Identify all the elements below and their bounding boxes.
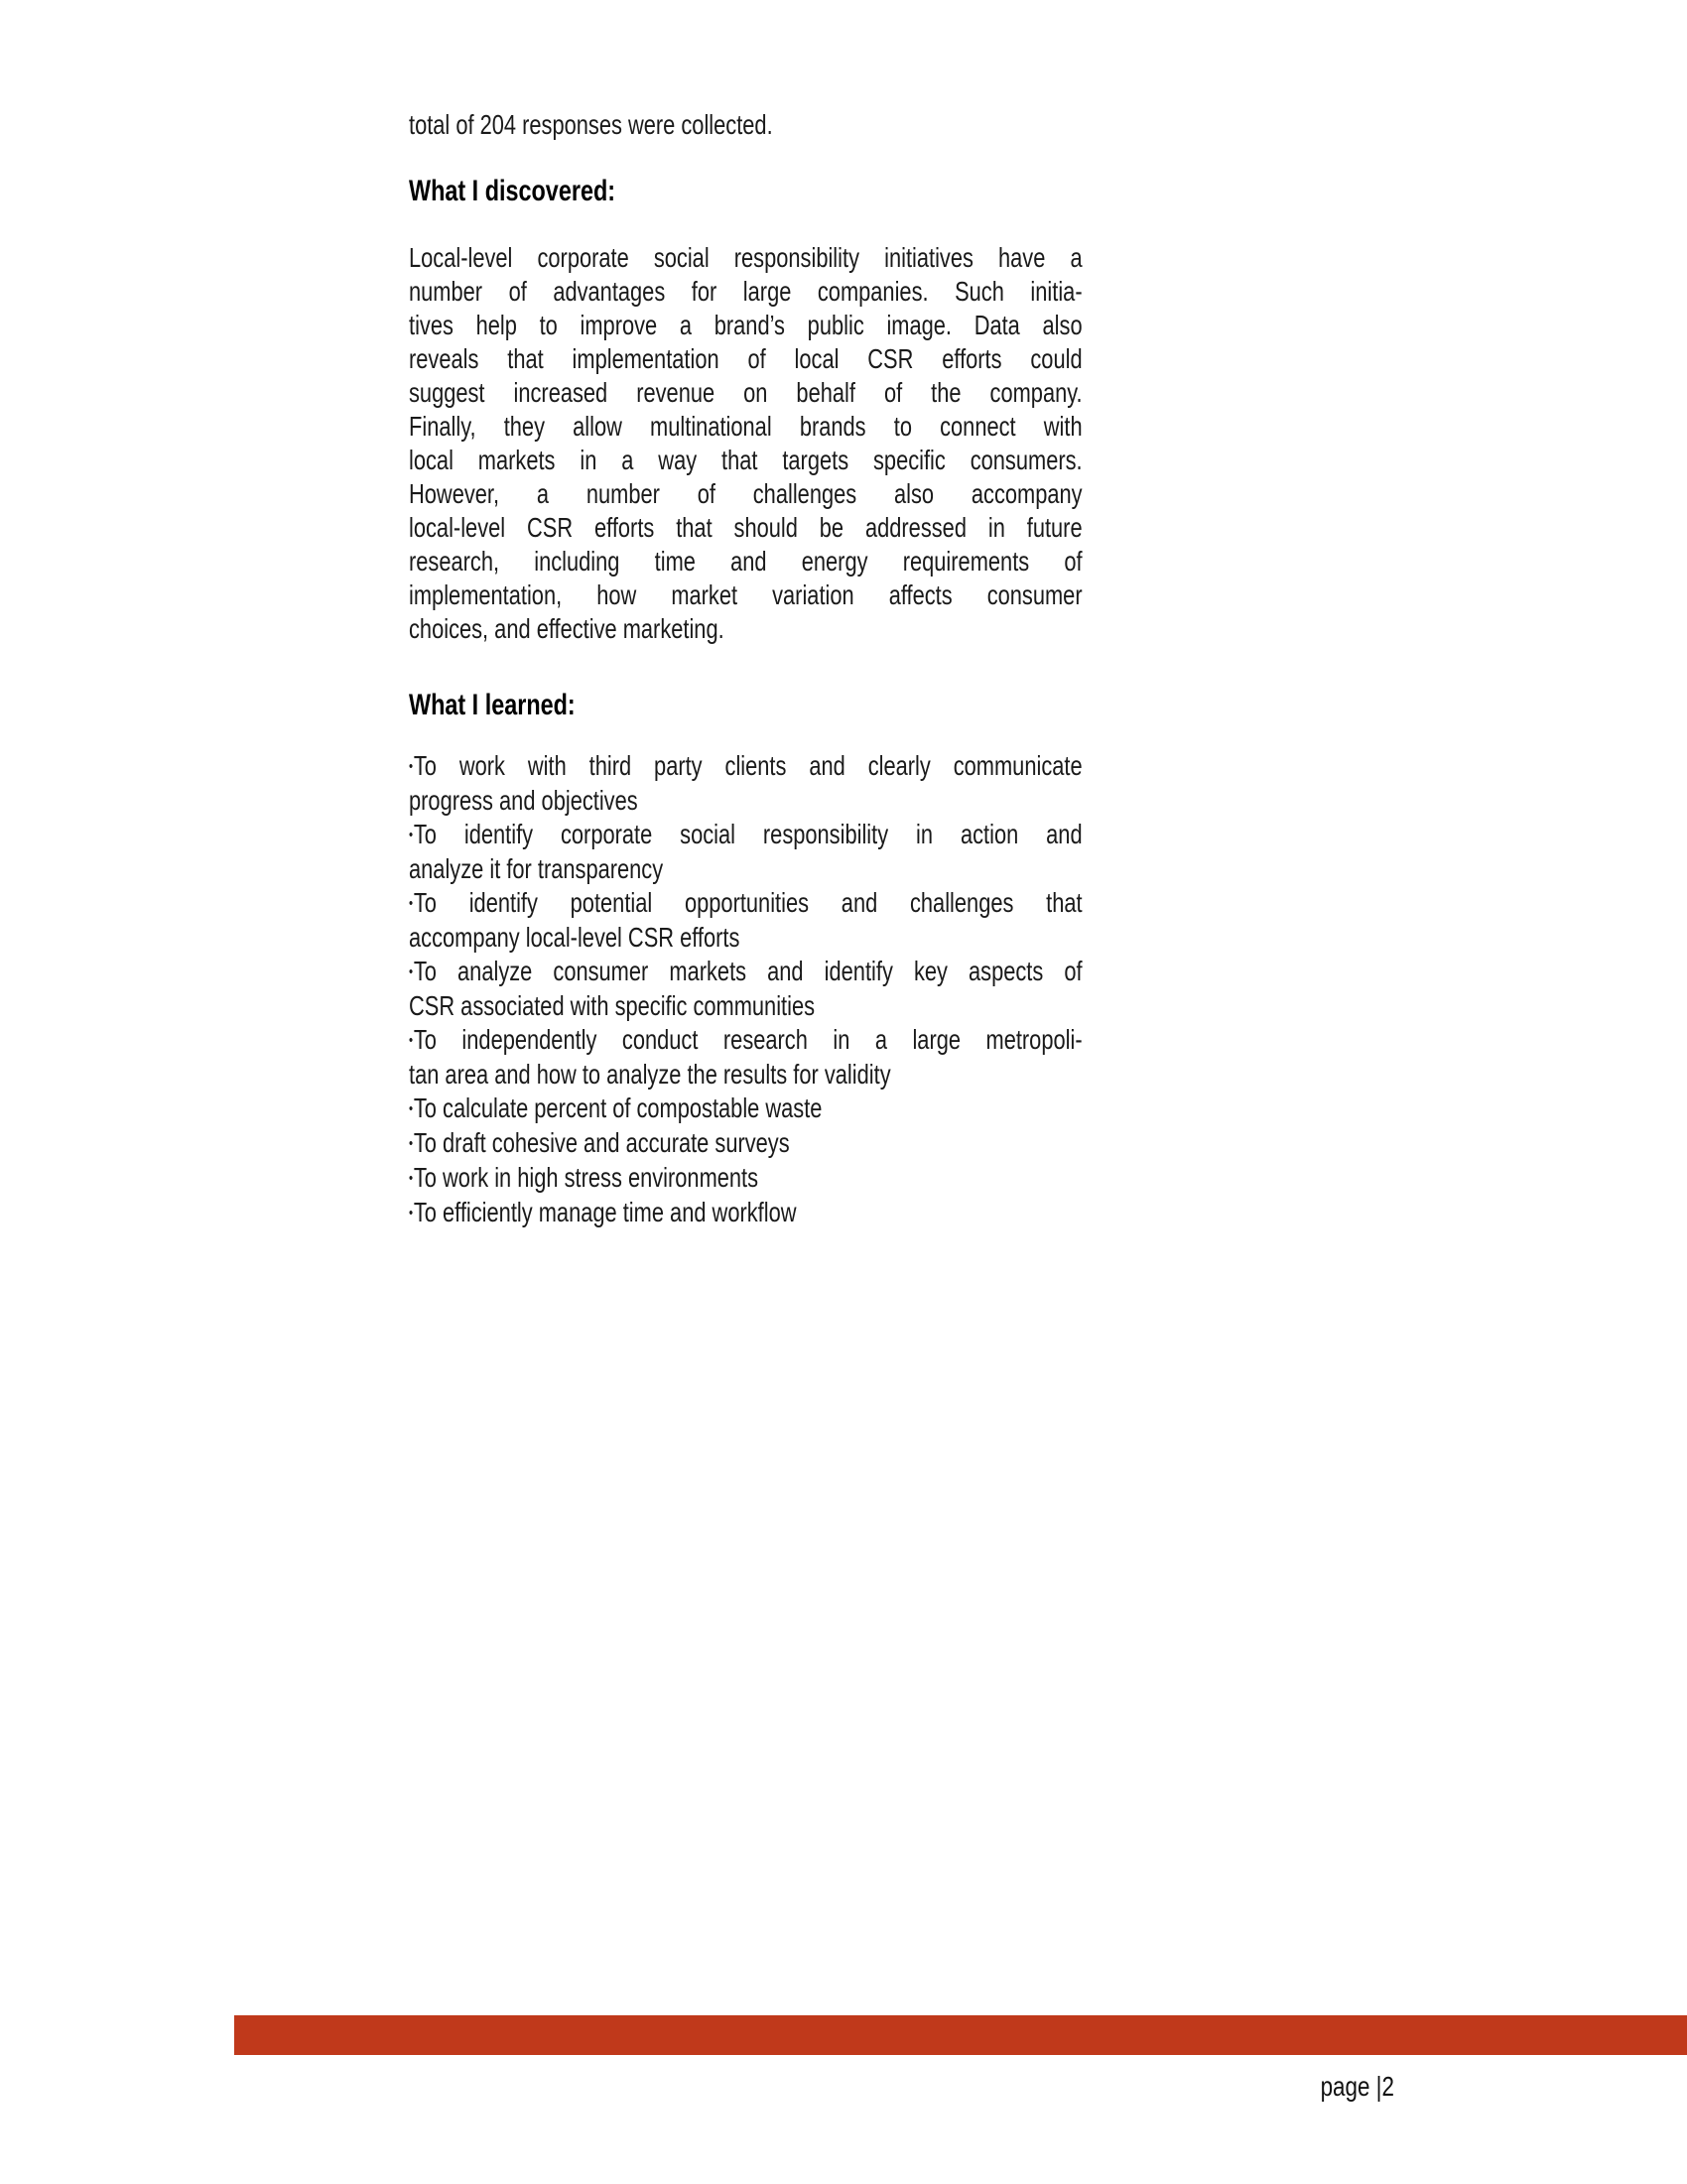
list-item bbox=[409, 749, 1083, 818]
list-item-text: To work with third party clients and clearly communicate bbox=[413, 750, 1083, 781]
list-item bbox=[409, 1023, 1083, 1092]
list-item-line bbox=[409, 818, 1083, 852]
list-item bbox=[409, 1196, 1083, 1230]
paragraph-line: choices, and effective marketing. bbox=[409, 613, 724, 644]
list-item bbox=[409, 818, 1083, 886]
paragraph-line: suggest increased revenue on behalf of the company. bbox=[409, 377, 1083, 408]
paragraph-line: However, a number of challenges also accompany bbox=[409, 478, 1083, 509]
paragraph-line: research, including time and energy requirements of bbox=[409, 546, 1083, 577]
list-item-line bbox=[409, 886, 1083, 921]
paragraph-line: reveals that implementation of local CSR efforts could bbox=[409, 343, 1083, 374]
content-column bbox=[409, 108, 1083, 1230]
paragraph-line: local markets in a way that targets specific consumers. bbox=[409, 445, 1083, 475]
list-item-line: CSR associated with specific communities bbox=[409, 990, 816, 1021]
paragraph-line: implementation, how market variation affects consumer bbox=[409, 579, 1083, 610]
bullet-icon: • bbox=[409, 964, 414, 980]
paragraph-line: local-level CSR efforts that should be addressed in future bbox=[409, 512, 1083, 543]
bullet-icon: • bbox=[409, 1135, 414, 1152]
list-item-text: To identify potential opportunities and challenges that bbox=[413, 887, 1083, 918]
bullet-icon: • bbox=[409, 758, 414, 775]
discovered-heading: What I discovered: bbox=[409, 175, 616, 207]
list-item-line bbox=[409, 1092, 1083, 1126]
bullet-icon: • bbox=[409, 1032, 414, 1049]
bullet-icon: • bbox=[409, 1205, 414, 1221]
paragraph-line: number of advantages for large companies. Such initia- bbox=[409, 276, 1083, 307]
bullet-icon: • bbox=[409, 827, 414, 843]
bullet-icon: • bbox=[409, 1100, 414, 1117]
bullet-icon: • bbox=[409, 895, 414, 912]
list-item-text: To analyze consumer markets and identify key aspects of bbox=[413, 956, 1083, 986]
list-item bbox=[409, 1126, 1083, 1161]
paragraph-line: Finally, they allow multinational brands to connect with bbox=[409, 411, 1083, 442]
list-item bbox=[409, 955, 1083, 1023]
learned-heading: What I learned: bbox=[409, 689, 576, 721]
list-item-text: To efficiently manage time and workflow bbox=[413, 1197, 797, 1227]
list-item-line bbox=[409, 1196, 1083, 1230]
list-item-line: analyze it for transparency bbox=[409, 853, 664, 884]
list-item-line: progress and objectives bbox=[409, 785, 638, 816]
list-item-text: To independently conduct research in a large metropoli- bbox=[413, 1024, 1083, 1055]
page-number-text: page |2 bbox=[1320, 2071, 1394, 2102]
intro-text: total of 204 responses were collected. bbox=[409, 109, 773, 140]
list-item-line bbox=[409, 749, 1083, 784]
list-item-line bbox=[409, 1161, 1083, 1196]
list-item-text: To identify corporate social responsibility in action and bbox=[413, 819, 1083, 849]
list-item-text: To work in high stress environments bbox=[413, 1162, 759, 1193]
list-item bbox=[409, 1161, 1083, 1196]
list-item-text: To calculate percent of compostable waste bbox=[413, 1092, 823, 1123]
list-item-line bbox=[409, 1023, 1083, 1058]
footer-bar bbox=[234, 2015, 1687, 2055]
learned-list bbox=[409, 749, 1083, 1230]
list-item-line bbox=[409, 955, 1083, 989]
paragraph-line: tives help to improve a brand’s public image. Data also bbox=[409, 310, 1083, 340]
list-item-text: To draft cohesive and accurate surveys bbox=[413, 1127, 790, 1158]
list-item-line bbox=[409, 1126, 1083, 1161]
page-number bbox=[1302, 2070, 1394, 2104]
bullet-icon: • bbox=[409, 1170, 414, 1187]
list-item bbox=[409, 1092, 1083, 1126]
list-item-line: tan area and how to analyze the results for validity bbox=[409, 1059, 891, 1090]
paragraph-line: Local-level corporate social responsibility initiatives have a bbox=[409, 242, 1083, 273]
list-item bbox=[409, 886, 1083, 955]
list-item-line: accompany local-level CSR efforts bbox=[409, 922, 740, 953]
discovered-paragraph bbox=[409, 241, 1083, 646]
